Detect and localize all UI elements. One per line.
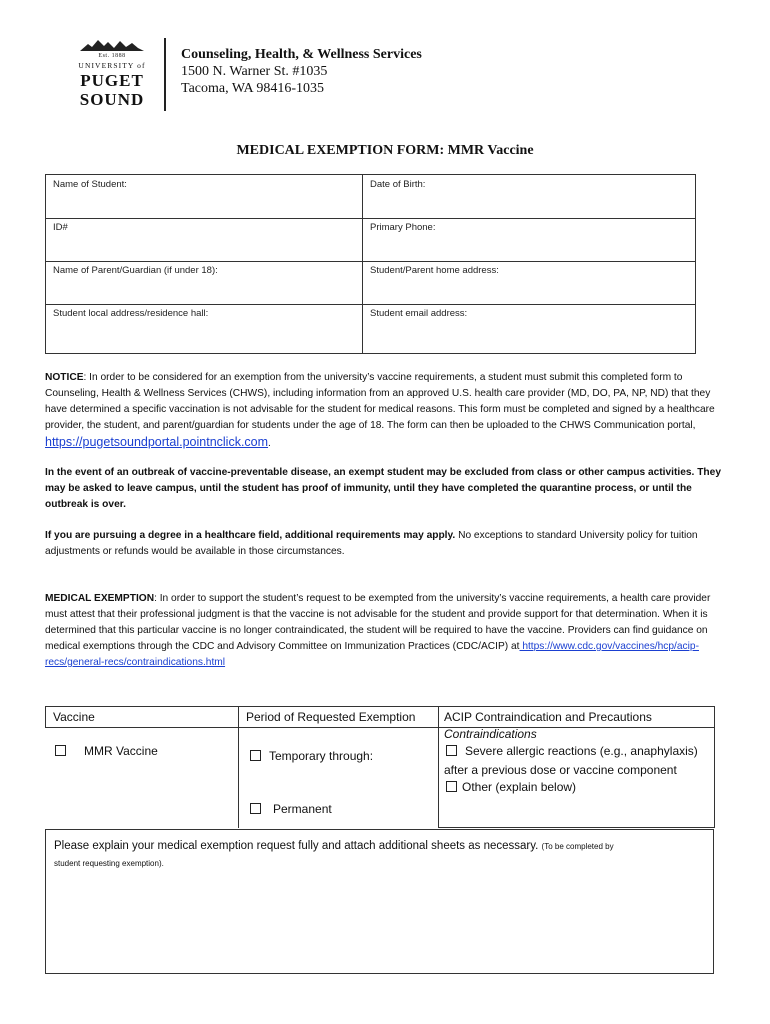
header-divider bbox=[164, 38, 166, 111]
field-label: Student email address: bbox=[370, 308, 468, 319]
header-acip: ACIP Contraindication and Precautions bbox=[444, 710, 652, 724]
field-label: Date of Birth: bbox=[370, 179, 426, 190]
vaccine-table bbox=[45, 706, 715, 828]
mmr-vaccine-label: MMR Vaccine bbox=[84, 744, 158, 758]
checkbox-icon[interactable] bbox=[446, 745, 457, 756]
notice-paragraph bbox=[45, 370, 735, 452]
notice-text: : In order to be considered for an exemption from the university’s vaccine requirements, a student must submit this completed form to Counseling, Health & Wellness Services (CHWS), including information from an approved U.S. health care provider (MD, DO, PA, NP, ND) that they have determined a specific vaccination is not advisable for the student for medical reasons. This form must be completed and signed by a healthcare provider, the student, and parent/guardian for students under the age of 18. The form can then be uploaded to the CHWS Communication portal, bbox=[45, 372, 715, 431]
temporary-label: Temporary through: bbox=[269, 749, 374, 763]
student-info-table bbox=[45, 174, 696, 354]
address-line-1: 1500 N. Warner St. #1035 bbox=[181, 64, 328, 79]
explanation-note-2: student requesting exemption). bbox=[54, 859, 164, 868]
university-logo bbox=[74, 38, 150, 110]
header-vaccine: Vaccine bbox=[53, 710, 95, 724]
address-line-2: Tacoma, WA 98416-1035 bbox=[181, 81, 325, 96]
local-address-field[interactable] bbox=[46, 304, 362, 354]
mountain-icon bbox=[80, 38, 144, 52]
field-label: Student/Parent home address: bbox=[370, 265, 499, 276]
department-name: Counseling, Health, & Wellness Services bbox=[181, 47, 422, 62]
table-divider bbox=[238, 727, 239, 828]
form-title: MEDICAL EXEMPTION FORM: MMR Vaccine bbox=[236, 143, 534, 158]
email-address-field[interactable] bbox=[363, 304, 696, 354]
header-period: Period of Requested Exemption bbox=[246, 710, 416, 724]
date-of-birth-field[interactable] bbox=[363, 175, 696, 218]
primary-phone-field[interactable] bbox=[363, 218, 696, 261]
home-address-field[interactable] bbox=[363, 261, 696, 304]
medical-exemption-label: MEDICAL EXEMPTION bbox=[45, 593, 155, 604]
mmr-vaccine-option[interactable] bbox=[55, 742, 158, 760]
checkbox-icon[interactable] bbox=[55, 745, 66, 756]
contraindications-heading: Contraindications bbox=[444, 727, 537, 741]
other-option[interactable] bbox=[446, 778, 576, 796]
checkbox-icon[interactable] bbox=[250, 750, 261, 761]
portal-link[interactable]: https://pugetsoundportal.pointnclick.com bbox=[45, 435, 269, 449]
id-field[interactable] bbox=[46, 218, 362, 261]
notice-end: . bbox=[268, 438, 271, 449]
explanation-prompt bbox=[54, 838, 704, 872]
healthcare-bold: If you are pursuing a degree in a healthcare field, additional requirements may apply. bbox=[45, 530, 456, 541]
notice-label: NOTICE bbox=[45, 372, 84, 383]
field-label: Primary Phone: bbox=[370, 222, 436, 233]
explanation-note-1: (To be completed by bbox=[541, 842, 614, 851]
explanation-box[interactable] bbox=[45, 829, 714, 974]
checkbox-icon[interactable] bbox=[446, 781, 457, 792]
department-block bbox=[181, 46, 422, 97]
permanent-label: Permanent bbox=[273, 802, 332, 816]
explanation-main: Please explain your medical exemption request fully and attach additional sheets as necessary. bbox=[54, 840, 539, 852]
temporary-option[interactable] bbox=[250, 747, 373, 765]
medical-exemption-paragraph bbox=[45, 591, 735, 671]
other-label: Other (explain below) bbox=[462, 780, 577, 794]
parent-name-field[interactable] bbox=[46, 261, 362, 304]
logo-puget: PUGET bbox=[80, 71, 144, 90]
medical-exemption-text: : In order to support the student’s request to be exempted from the university’s vaccine requirements, a health care provider must attest that their professional judgment is that the vaccine is not advisable for the student and provide support for that determination. When it is determined that this particular vaccine is no longer contraindicated, the student will be required to have the vaccine. Providers can find guidance on medical exemptions through the CDC and Advisory Committee on Immunization Practices (CDC/ACIP) at bbox=[45, 593, 711, 652]
severe-allergy-label: Severe allergic reactions (e.g., anaphylaxis) bbox=[465, 744, 698, 758]
logo-sound: SOUND bbox=[79, 90, 145, 109]
severe-allergy-option[interactable] bbox=[446, 742, 698, 760]
cdc-link[interactable]: https://www.cdc.gov/vaccines/hcp/acip-recs/general-recs/contraindications.html bbox=[45, 641, 699, 668]
field-label: Name of Student: bbox=[53, 179, 127, 190]
healthcare-paragraph bbox=[45, 528, 735, 560]
logo-university: UNIVERSITY of bbox=[78, 61, 146, 70]
field-label: Name of Parent/Guardian (if under 18): bbox=[53, 265, 218, 276]
healthcare-text: No exceptions to standard University policy for tuition adjustments or refunds would be available in those circumstances. bbox=[45, 530, 698, 557]
permanent-option[interactable] bbox=[250, 800, 332, 818]
field-label: Student local address/residence hall: bbox=[53, 308, 209, 319]
logo-est: Est. 1888 bbox=[98, 53, 126, 59]
outbreak-paragraph: In the event of an outbreak of vaccine-preventable disease, an exempt student may be excluded from class or other campus activities. They may be asked to leave campus, until the student has proof of immunity, until they have completed the quarantine process, or until the outbreak is over. bbox=[45, 467, 721, 510]
severe-allergy-label-2: after a previous dose or vaccine component bbox=[444, 763, 677, 777]
student-name-field[interactable] bbox=[46, 175, 362, 218]
field-label: ID# bbox=[53, 222, 68, 233]
checkbox-icon[interactable] bbox=[250, 803, 261, 814]
